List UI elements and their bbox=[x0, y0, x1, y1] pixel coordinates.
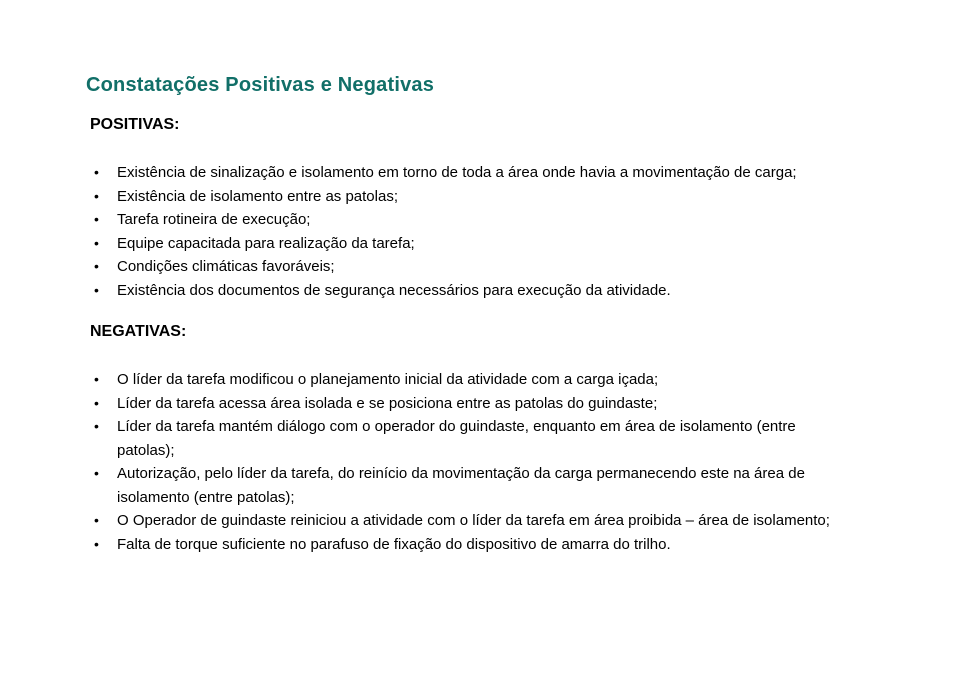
list-item-text: Existência de sinalização e isolamento em torno de toda a área onde havia a movimentação de carga; bbox=[117, 164, 797, 181]
page-title: Constatações Positivas e Negativas bbox=[86, 74, 435, 96]
bullet-icon: • bbox=[94, 512, 99, 528]
list-item-text: Autorização, pelo líder da tarefa, do reinício da movimentação da carga permanecendo este na área de isolamento (entre patolas); bbox=[117, 465, 805, 506]
list-item bbox=[90, 208, 832, 232]
bullet-icon: • bbox=[94, 234, 99, 251]
bullet-icon: • bbox=[94, 281, 99, 298]
negativas-list bbox=[90, 368, 832, 556]
section-heading-positivas: POSITIVAS: bbox=[90, 116, 180, 133]
list-item bbox=[90, 232, 832, 256]
bullet-icon: • bbox=[94, 371, 99, 387]
list-item-text: Existência dos documentos de segurança necessários para execução da atividade. bbox=[117, 281, 671, 299]
bullet-icon: • bbox=[94, 535, 99, 552]
bullet-icon: • bbox=[94, 164, 99, 180]
bullet-icon: • bbox=[94, 187, 99, 204]
list-item bbox=[90, 185, 832, 209]
list-item-text: Equipe capacitada para realização da tarefa; bbox=[117, 234, 415, 252]
list-item bbox=[90, 533, 832, 557]
bullet-icon: • bbox=[94, 418, 99, 434]
section-heading-negativas: NEGATIVAS: bbox=[90, 323, 187, 340]
list-item-text: O líder da tarefa modificou o planejamento inicial da atividade com a carga içada; bbox=[117, 371, 659, 388]
list-item-text: Líder da tarefa mantém diálogo com o operador do guindaste, enquanto em área de isolamento (entre patolas); bbox=[117, 418, 796, 459]
list-item bbox=[90, 161, 832, 185]
bullet-icon: • bbox=[94, 211, 99, 227]
list-item-text: Tarefa rotineira de execução; bbox=[117, 211, 311, 228]
positivas-list bbox=[90, 161, 832, 302]
list-item-text: Existência de isolamento entre as patolas; bbox=[117, 187, 398, 205]
list-item-text: Condições climáticas favoráveis; bbox=[117, 258, 335, 275]
list-item-text: Líder da tarefa acessa área isolada e se posiciona entre as patolas do guindaste; bbox=[117, 394, 658, 412]
list-item bbox=[90, 462, 832, 509]
list-item bbox=[90, 509, 832, 533]
section-negativas bbox=[90, 323, 854, 556]
list-item bbox=[90, 255, 832, 279]
list-item-text: O Operador de guindaste reiniciou a atividade com o líder da tarefa em área proibida – área de isolamento; bbox=[117, 512, 830, 529]
bullet-icon: • bbox=[94, 394, 99, 411]
list-item bbox=[90, 415, 832, 462]
bullet-icon: • bbox=[94, 258, 99, 274]
list-item bbox=[90, 279, 832, 303]
list-item-text: Falta de torque suficiente no parafuso de fixação do dispositivo de amarra do trilho. bbox=[117, 535, 671, 553]
section-positivas bbox=[90, 116, 854, 302]
list-item bbox=[90, 392, 832, 416]
bullet-icon: • bbox=[94, 465, 99, 481]
list-item bbox=[90, 368, 832, 392]
